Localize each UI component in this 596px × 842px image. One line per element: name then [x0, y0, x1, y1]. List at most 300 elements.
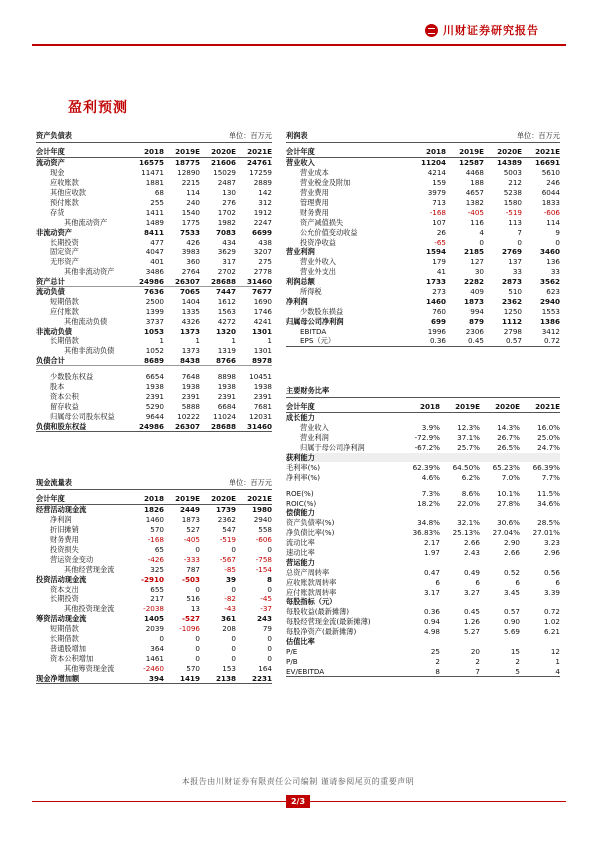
- cell-value: 6: [555, 577, 560, 587]
- cell-value: 255: [150, 198, 164, 207]
- table-row: [36, 525, 272, 535]
- row-label: 公允价值变动收益: [300, 227, 358, 237]
- row-label: 留存收益: [50, 401, 79, 411]
- table-row: [36, 673, 272, 683]
- header-year: 2019E: [175, 494, 200, 503]
- cell-value: 1881: [145, 178, 164, 188]
- cell-value: 8689: [143, 355, 164, 365]
- cell-value: 240: [186, 198, 200, 207]
- cell-value: 1746: [253, 306, 272, 316]
- cell-value: 360: [186, 257, 200, 267]
- table-row: [286, 508, 560, 518]
- cell-value: 1775: [181, 217, 200, 227]
- cell-value: 1938: [181, 382, 200, 392]
- cell-value: 114: [546, 217, 560, 227]
- cell-value: -1096: [179, 624, 200, 634]
- cell-value: 1052: [145, 346, 164, 356]
- cell-value: 5238: [503, 188, 522, 198]
- table-row: [286, 178, 560, 188]
- header-year: 2021E: [247, 147, 272, 156]
- cell-value: 477: [150, 237, 164, 247]
- cell-value: 1: [231, 336, 236, 346]
- balance-sheet-title: 资产负债表: [36, 131, 72, 140]
- cell-value: 0.90: [503, 617, 520, 627]
- table-row: [36, 382, 272, 392]
- cell-value: 1.26: [463, 617, 480, 627]
- header-year: 2021E: [247, 494, 272, 503]
- table-row: [286, 607, 560, 617]
- cell-value: 2769: [501, 247, 522, 257]
- row-label: 应付账款: [50, 306, 79, 316]
- row-label: 股本: [50, 382, 65, 392]
- table-row: [36, 277, 272, 287]
- cell-value: 24.7%: [537, 443, 560, 453]
- cell-value: -527: [182, 614, 200, 624]
- cell-value: 2702: [217, 267, 236, 277]
- row-label: 每股收益(最新摊薄): [286, 607, 350, 617]
- cell-value: 12.3%: [457, 423, 480, 433]
- row-label: 应收账款: [50, 178, 79, 188]
- table-row: [286, 597, 560, 607]
- cell-value: 623: [546, 287, 560, 297]
- row-label: 营业税金及附加: [300, 178, 351, 188]
- cell-value: -519: [505, 207, 522, 217]
- cell-value: 2940: [539, 296, 560, 306]
- table-row: [286, 217, 560, 227]
- cell-value: 7533: [179, 227, 200, 237]
- cell-value: 4: [479, 227, 484, 237]
- cell-value: 361: [220, 614, 236, 624]
- table-row: [36, 316, 272, 326]
- table-row: [286, 567, 560, 577]
- table-row: [36, 643, 272, 653]
- cell-value: 6684: [217, 401, 236, 411]
- cell-value: 1912: [253, 207, 272, 217]
- row-label: 营业费用: [300, 188, 329, 198]
- table-header-row: [36, 493, 272, 505]
- cell-value: 37.1%: [457, 433, 480, 443]
- row-label: 投资损失: [50, 545, 79, 554]
- row-label: 归属母公司净利润: [286, 316, 344, 326]
- cell-value: 1982: [217, 217, 236, 227]
- cell-value: 1690: [253, 296, 272, 306]
- cell-value: 0: [195, 545, 200, 554]
- cell-value: -43: [224, 604, 236, 614]
- row-label: 成长能力: [286, 413, 315, 423]
- cell-value: 65.23%: [492, 462, 520, 472]
- cell-value: 994: [470, 306, 484, 316]
- cell-value: 9644: [145, 411, 164, 421]
- table-row: [36, 391, 272, 401]
- cell-value: 3.17: [423, 587, 440, 597]
- cell-value: 15: [510, 646, 520, 656]
- cell-value: 426: [186, 237, 200, 247]
- row-label: 营运资金变动: [50, 554, 94, 564]
- table-row: [36, 604, 272, 614]
- cell-value: 0.49: [463, 567, 480, 577]
- cell-value: 107: [432, 217, 446, 227]
- table-row: [36, 584, 272, 594]
- cell-value: -519: [219, 535, 236, 545]
- cell-value: 4326: [181, 316, 200, 326]
- cell-value: -37: [260, 604, 272, 614]
- cell-value: 1.02: [543, 617, 560, 627]
- cell-value: 1826: [143, 505, 164, 515]
- cell-value: 4468: [465, 168, 484, 178]
- cell-value: 1938: [217, 382, 236, 392]
- table-row: [36, 624, 272, 634]
- cell-value: 0: [195, 634, 200, 644]
- row-label: 营业利润: [286, 247, 315, 257]
- table-row: [286, 296, 560, 306]
- cell-value: 2.43: [463, 548, 480, 558]
- cell-value: 1335: [181, 306, 200, 316]
- header-year: 2020E: [211, 147, 236, 156]
- row-label: 毛利率(%): [286, 462, 321, 472]
- cell-value: 1: [555, 656, 560, 666]
- cell-value: 4.6%: [421, 472, 440, 482]
- row-label: P/E: [286, 646, 298, 656]
- row-label: 财务费用: [50, 535, 79, 545]
- row-label: 净利润: [286, 296, 308, 306]
- cell-value: -168: [429, 207, 446, 217]
- cell-value: 312: [258, 198, 272, 207]
- cell-value: 12031: [249, 411, 272, 421]
- cell-value: -82: [224, 594, 236, 604]
- row-label: 营运能力: [286, 557, 315, 567]
- cell-value: 0.36: [423, 607, 440, 617]
- cell-value: 1461: [145, 653, 164, 663]
- cell-value: 6: [515, 577, 520, 587]
- row-label: 经营活动现金流: [36, 505, 87, 515]
- table-row: [286, 617, 560, 627]
- cell-value: 6654: [145, 372, 164, 382]
- row-label: 资本支出: [50, 584, 79, 594]
- table-end-rule: [286, 676, 560, 677]
- table-row: [286, 257, 560, 267]
- cell-value: 1.97: [423, 548, 440, 558]
- cell-value: 116: [470, 217, 484, 227]
- table-row: [36, 421, 272, 431]
- cell-value: 142: [258, 188, 272, 198]
- cell-value: 130: [222, 188, 236, 198]
- table-row: [36, 346, 272, 356]
- cell-value: 33: [550, 267, 560, 277]
- header-divider: [32, 44, 566, 46]
- cell-value: 317: [222, 257, 236, 267]
- cell-value: 0: [231, 643, 236, 653]
- row-label: 每股经营现金流(最新摊薄): [286, 617, 371, 627]
- row-label: 营业收入: [286, 158, 315, 168]
- table-row: [36, 178, 272, 188]
- cell-value: 2500: [145, 296, 164, 306]
- cell-value: 179: [432, 257, 446, 267]
- cell-value: 18.2%: [417, 498, 440, 508]
- cell-value: 8: [435, 666, 440, 676]
- cell-value: 5888: [181, 401, 200, 411]
- cell-value: 0.52: [503, 567, 520, 577]
- cell-value: 3737: [145, 316, 164, 326]
- row-label: 偿债能力: [286, 508, 315, 518]
- row-label: 折旧摊销: [50, 525, 79, 535]
- cell-value: -333: [183, 554, 200, 564]
- row-label: 其他非流动资产: [64, 267, 115, 277]
- cell-value: 2778: [253, 267, 272, 277]
- cell-value: 2940: [253, 515, 272, 525]
- cell-value: 0: [267, 545, 272, 554]
- cell-value: 11.5%: [537, 488, 560, 498]
- cell-value: 3979: [427, 188, 446, 198]
- income-statement-table: [286, 128, 560, 347]
- cell-value: 7447: [215, 287, 236, 297]
- cell-value: 10451: [249, 372, 272, 382]
- row-label: 营业外收入: [300, 257, 336, 267]
- cell-value: 655: [150, 584, 164, 594]
- row-label: 预付账款: [50, 198, 79, 207]
- header-year: 2020E: [497, 147, 522, 156]
- cell-value: 11024: [213, 411, 236, 421]
- cell-value: 409: [470, 287, 484, 297]
- cell-value: 31460: [246, 276, 272, 286]
- row-label: 投资净收益: [300, 237, 336, 247]
- cell-value: 28.5%: [537, 518, 560, 528]
- cell-value: 6.21: [543, 627, 560, 637]
- cell-value: 1938: [145, 382, 164, 392]
- cash-flow-title: 现金流量表: [36, 478, 72, 487]
- table-row: [36, 306, 272, 316]
- cell-value: 1873: [463, 296, 484, 306]
- cell-value: 7677: [251, 287, 272, 297]
- cell-value: 1563: [217, 306, 236, 316]
- row-label: 短期借款: [50, 296, 79, 306]
- cell-value: 13: [190, 604, 200, 614]
- cell-value: 16691: [534, 158, 560, 168]
- row-label: 少数股东权益: [50, 372, 94, 382]
- table-row: [286, 443, 560, 453]
- cell-value: 787: [186, 564, 200, 574]
- cell-value: 12587: [458, 158, 484, 168]
- cell-value: 2138: [215, 673, 236, 683]
- table-row: [36, 634, 272, 644]
- table-row: [286, 557, 560, 567]
- row-label: 固定资产: [50, 247, 79, 257]
- row-label: 短期借款: [50, 624, 79, 634]
- cell-value: 6: [475, 577, 480, 587]
- row-label: 普通股增加: [50, 643, 86, 653]
- header-year: 2018: [419, 402, 440, 411]
- cell-value: 0.57: [505, 336, 522, 346]
- table-row: [286, 158, 560, 168]
- cell-value: 7083: [215, 227, 236, 237]
- cash-flow-table: [36, 475, 272, 684]
- table-row: [36, 653, 272, 663]
- cell-value: 243: [256, 614, 272, 624]
- table-header-row: [286, 146, 560, 158]
- cell-value: 137: [508, 257, 522, 267]
- cell-value: 2.66: [503, 548, 520, 558]
- table-row: [36, 326, 272, 336]
- row-label: 负债和股东权益: [36, 421, 87, 431]
- row-label: 资本公积增加: [50, 653, 94, 663]
- cell-value: 2185: [463, 247, 484, 257]
- cell-value: 1: [267, 336, 272, 346]
- table-row: [286, 498, 560, 508]
- table-row: [286, 462, 560, 472]
- cell-value: 273: [432, 287, 446, 297]
- table-row: [36, 505, 272, 515]
- cell-value: 2.66: [463, 538, 480, 548]
- cell-value: 1112: [501, 316, 522, 326]
- table-row: [286, 247, 560, 257]
- table-row: [36, 372, 272, 382]
- cell-value: 1873: [181, 515, 200, 525]
- cell-value: 0: [517, 237, 522, 247]
- cell-value: 27.04%: [492, 528, 520, 538]
- cell-value: 401: [150, 257, 164, 267]
- table-row: [286, 227, 560, 237]
- table-row: [36, 535, 272, 545]
- cell-value: 2889: [253, 178, 272, 188]
- cell-value: 0: [231, 634, 236, 644]
- cell-value: 1419: [179, 673, 200, 683]
- row-label: 无形资产: [50, 257, 79, 267]
- cell-value: -2038: [143, 604, 164, 614]
- cell-value: 41: [436, 267, 446, 277]
- table-row: [36, 545, 272, 555]
- table-row: [36, 257, 272, 267]
- cell-value: 153: [222, 663, 236, 673]
- cell-value: 0.72: [543, 336, 560, 346]
- cell-value: -405: [467, 207, 484, 217]
- table-row: [36, 614, 272, 624]
- cell-value: 2391: [253, 391, 272, 401]
- row-label: 长期借款: [50, 634, 79, 644]
- row-label: 现金净增加额: [36, 673, 80, 683]
- cash-flow-unit: 单位：百万元: [228, 478, 272, 487]
- cell-value: 2.90: [503, 538, 520, 548]
- cell-value: 0: [267, 584, 272, 594]
- table-row: [36, 227, 272, 237]
- cell-value: 1594: [425, 247, 446, 257]
- cell-value: 2: [435, 656, 440, 666]
- row-label: 存货: [50, 207, 65, 217]
- cell-value: 2764: [181, 267, 200, 277]
- cell-value: 2391: [145, 391, 164, 401]
- cell-value: 217: [150, 594, 164, 604]
- cell-value: 16575: [138, 158, 164, 168]
- cell-value: 5.69: [503, 627, 520, 637]
- cell-value: 5.27: [463, 627, 480, 637]
- cell-value: 17259: [249, 168, 272, 178]
- row-label: 应付账款周转率: [286, 587, 337, 597]
- cell-value: 8438: [179, 355, 200, 365]
- table-row: [286, 587, 560, 597]
- cell-value: 713: [432, 198, 446, 207]
- cell-value: -426: [147, 554, 164, 564]
- cell-value: 1739: [215, 505, 236, 515]
- cell-value: 1460: [425, 296, 446, 306]
- cell-value: 64.50%: [452, 462, 480, 472]
- row-label: 流动资产: [36, 158, 65, 168]
- cell-value: -606: [543, 207, 560, 217]
- row-label: 归属母公司股东权益: [50, 411, 115, 421]
- cell-value: -758: [255, 554, 272, 564]
- row-label: 其他经营现金流: [64, 564, 115, 574]
- cell-value: 5: [515, 666, 520, 676]
- cell-value: 760: [432, 306, 446, 316]
- cell-value: 3.39: [543, 587, 560, 597]
- cell-value: 3.23: [543, 538, 560, 548]
- cell-value: 0: [231, 653, 236, 663]
- cell-value: 3412: [541, 326, 560, 336]
- row-label: 管理费用: [300, 198, 329, 207]
- cell-value: 7.7%: [541, 472, 560, 482]
- cell-value: 6: [435, 577, 440, 587]
- page-number: 2/3: [286, 795, 310, 808]
- row-label: 其他流动资产: [64, 217, 108, 227]
- cell-value: 275: [258, 257, 272, 267]
- row-label: 流动负债: [36, 287, 65, 297]
- cell-value: 2039: [145, 624, 164, 634]
- cell-value: 0.47: [423, 567, 440, 577]
- row-label: 负债合计: [36, 355, 65, 365]
- cell-value: 6699: [251, 227, 272, 237]
- cell-value: 2.96: [543, 548, 560, 558]
- cell-value: 3.27: [463, 587, 480, 597]
- cell-value: 1980: [251, 505, 272, 515]
- cell-value: 66.39%: [532, 462, 560, 472]
- cell-value: 21606: [210, 158, 236, 168]
- row-label: 所得税: [300, 287, 322, 297]
- cell-value: 7: [475, 666, 480, 676]
- cell-value: -567: [219, 554, 236, 564]
- cell-value: 3983: [181, 247, 200, 257]
- cell-value: 879: [468, 316, 484, 326]
- cell-value: 2.17: [423, 538, 440, 548]
- header-year: 2021E: [535, 147, 560, 156]
- balance-sheet-unit: 单位：百万元: [228, 131, 272, 140]
- cell-value: 7065: [179, 287, 200, 297]
- footer-disclaimer: 本报告由川财证券有限责任公司编制 谨请参阅尾页的重要声明: [181, 777, 415, 786]
- row-label: 其他应收款: [50, 188, 86, 198]
- row-label: 净利润: [50, 515, 72, 525]
- cell-value: 25.7%: [457, 443, 480, 453]
- table-row: [36, 515, 272, 525]
- table-row: [286, 413, 560, 423]
- row-label: 现金: [50, 168, 65, 178]
- table-row: [36, 247, 272, 257]
- cell-value: 15029: [213, 168, 236, 178]
- cell-value: 2487: [217, 178, 236, 188]
- cell-value: 11204: [420, 158, 446, 168]
- table-row: [36, 564, 272, 574]
- cell-value: 114: [186, 188, 200, 198]
- row-label: 其他投资现金流: [64, 604, 115, 614]
- cell-value: 4.98: [423, 627, 440, 637]
- cell-value: 1399: [145, 306, 164, 316]
- table-row: [36, 574, 272, 584]
- row-label: 归属于母公司净利润: [300, 443, 365, 453]
- row-label: 筹资活动现金流: [36, 614, 87, 624]
- row-label: 总资产周转率: [286, 567, 330, 577]
- cell-value: 27.8%: [497, 498, 520, 508]
- table-row: [36, 336, 272, 346]
- cell-value: 0: [267, 653, 272, 663]
- cell-value: 558: [258, 525, 272, 535]
- cell-value: 26307: [174, 421, 200, 431]
- cell-value: 212: [508, 178, 522, 188]
- cell-value: 4241: [253, 316, 272, 326]
